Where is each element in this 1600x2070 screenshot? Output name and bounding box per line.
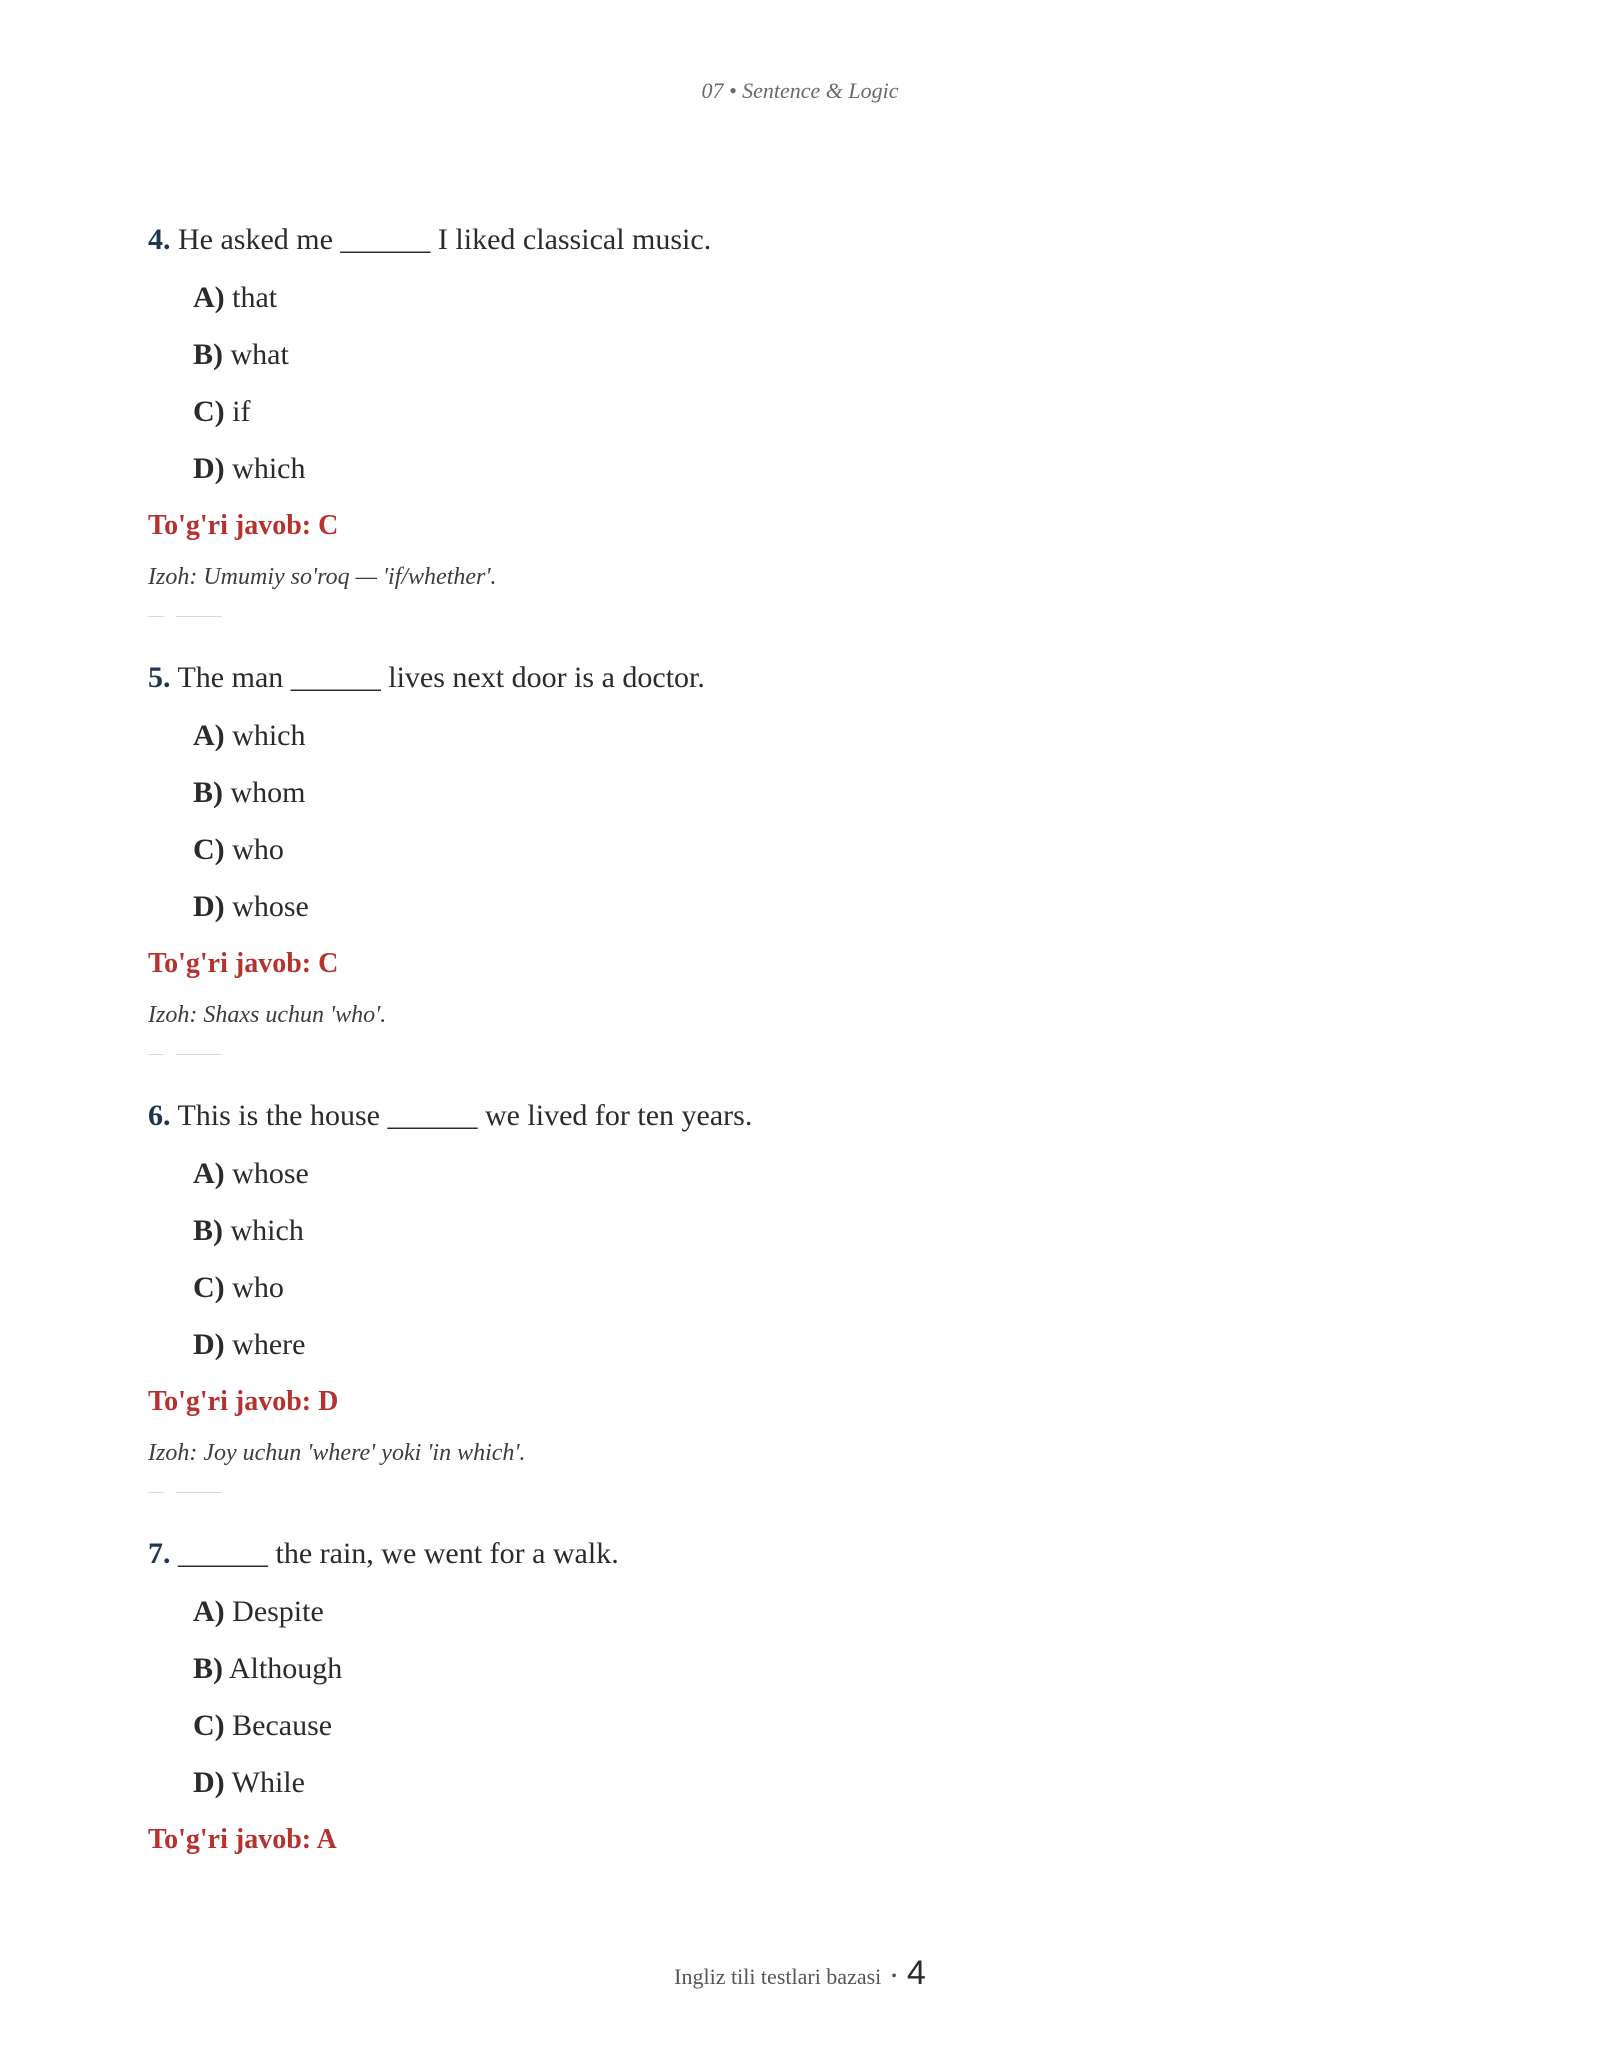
question-number: 7. — [148, 1537, 171, 1570]
option-a — [193, 1592, 1448, 1632]
correct-answer: To'g'ri javob: D — [148, 1386, 339, 1417]
option-text: Despite — [232, 1595, 324, 1628]
option-text: Because — [232, 1709, 333, 1742]
option-letter: A) — [193, 1595, 225, 1628]
question-list — [148, 220, 1448, 1860]
explanation: Izoh: Joy uchun 'where' yoki 'in which'. — [148, 1440, 526, 1466]
option-a — [193, 716, 1448, 756]
option-b — [193, 335, 1448, 375]
option-c — [193, 392, 1448, 432]
option-letter: B) — [193, 776, 223, 809]
footer-book-title: Ingliz tili testlari bazasi — [674, 1964, 882, 1989]
page-footer — [0, 1954, 1600, 1993]
question-stem — [148, 220, 1448, 260]
option-text: While — [231, 1766, 305, 1799]
page-number: 4 — [906, 1954, 926, 1992]
question-stem — [148, 658, 1448, 698]
option-letter: C) — [193, 833, 225, 866]
answer-options — [193, 1154, 1448, 1365]
option-letter: B) — [193, 1214, 223, 1247]
option-text: which — [230, 1214, 304, 1247]
question-6 — [148, 1096, 1448, 1494]
question-number: 5. — [148, 661, 171, 694]
correct-answer: To'g'ri javob: C — [148, 510, 339, 541]
option-d — [193, 1763, 1448, 1803]
explanation: Izoh: Umumiy so'roq — 'if/whether'. — [148, 564, 497, 590]
question-separator — [148, 1492, 222, 1494]
option-c — [193, 1706, 1448, 1746]
option-letter: C) — [193, 395, 225, 428]
question-separator — [148, 1054, 222, 1056]
option-b — [193, 1211, 1448, 1251]
answer-options — [193, 278, 1448, 489]
option-letter: B) — [193, 1652, 223, 1685]
option-text: Although — [228, 1652, 343, 1685]
option-letter: D) — [193, 890, 225, 923]
question-separator — [148, 616, 222, 618]
question-stem — [148, 1096, 1448, 1136]
option-d — [193, 1325, 1448, 1365]
option-text: whom — [230, 776, 306, 809]
option-c — [193, 830, 1448, 870]
option-letter: A) — [193, 719, 225, 752]
option-letter: C) — [193, 1271, 225, 1304]
option-text: if — [232, 395, 251, 428]
question-4 — [148, 220, 1448, 618]
option-text: what — [230, 338, 289, 371]
option-b — [193, 773, 1448, 813]
option-text: whose — [232, 890, 309, 923]
option-letter: C) — [193, 1709, 225, 1742]
question-stem — [148, 1534, 1448, 1574]
option-letter: A) — [193, 1157, 225, 1190]
option-text: who — [232, 833, 284, 866]
option-text: whose — [232, 1157, 309, 1190]
option-a — [193, 278, 1448, 318]
option-d — [193, 449, 1448, 489]
option-d — [193, 887, 1448, 927]
running-header: 07 • Sentence & Logic — [701, 78, 899, 103]
question-text: The man ______ lives next door is a doctor. — [177, 661, 705, 694]
option-letter: D) — [193, 1328, 225, 1361]
option-letter: D) — [193, 1766, 225, 1799]
question-text: He asked me ______ I liked classical music. — [178, 223, 712, 256]
option-text: where — [232, 1328, 306, 1361]
option-letter: D) — [193, 452, 225, 485]
correct-answer: To'g'ri javob: C — [148, 948, 339, 979]
option-text: which — [232, 719, 306, 752]
option-a — [193, 1154, 1448, 1194]
question-text: ______ the rain, we went for a walk. — [178, 1537, 619, 1570]
footer-separator: • — [891, 1968, 897, 1985]
option-text: who — [232, 1271, 284, 1304]
question-number: 6. — [148, 1099, 171, 1132]
option-letter: A) — [193, 281, 225, 314]
answer-options — [193, 716, 1448, 927]
question-5 — [148, 658, 1448, 1056]
correct-answer: To'g'ri javob: A — [148, 1824, 337, 1855]
option-text: that — [232, 281, 278, 314]
question-text: This is the house ______ we lived for ten years. — [177, 1099, 753, 1132]
answer-options — [193, 1592, 1448, 1803]
explanation: Izoh: Shaxs uchun 'who'. — [148, 1002, 387, 1028]
option-c — [193, 1268, 1448, 1308]
option-b — [193, 1649, 1448, 1689]
question-7 — [148, 1534, 1448, 1860]
option-text: which — [232, 452, 306, 485]
option-letter: B) — [193, 338, 223, 371]
question-number: 4. — [148, 223, 171, 256]
